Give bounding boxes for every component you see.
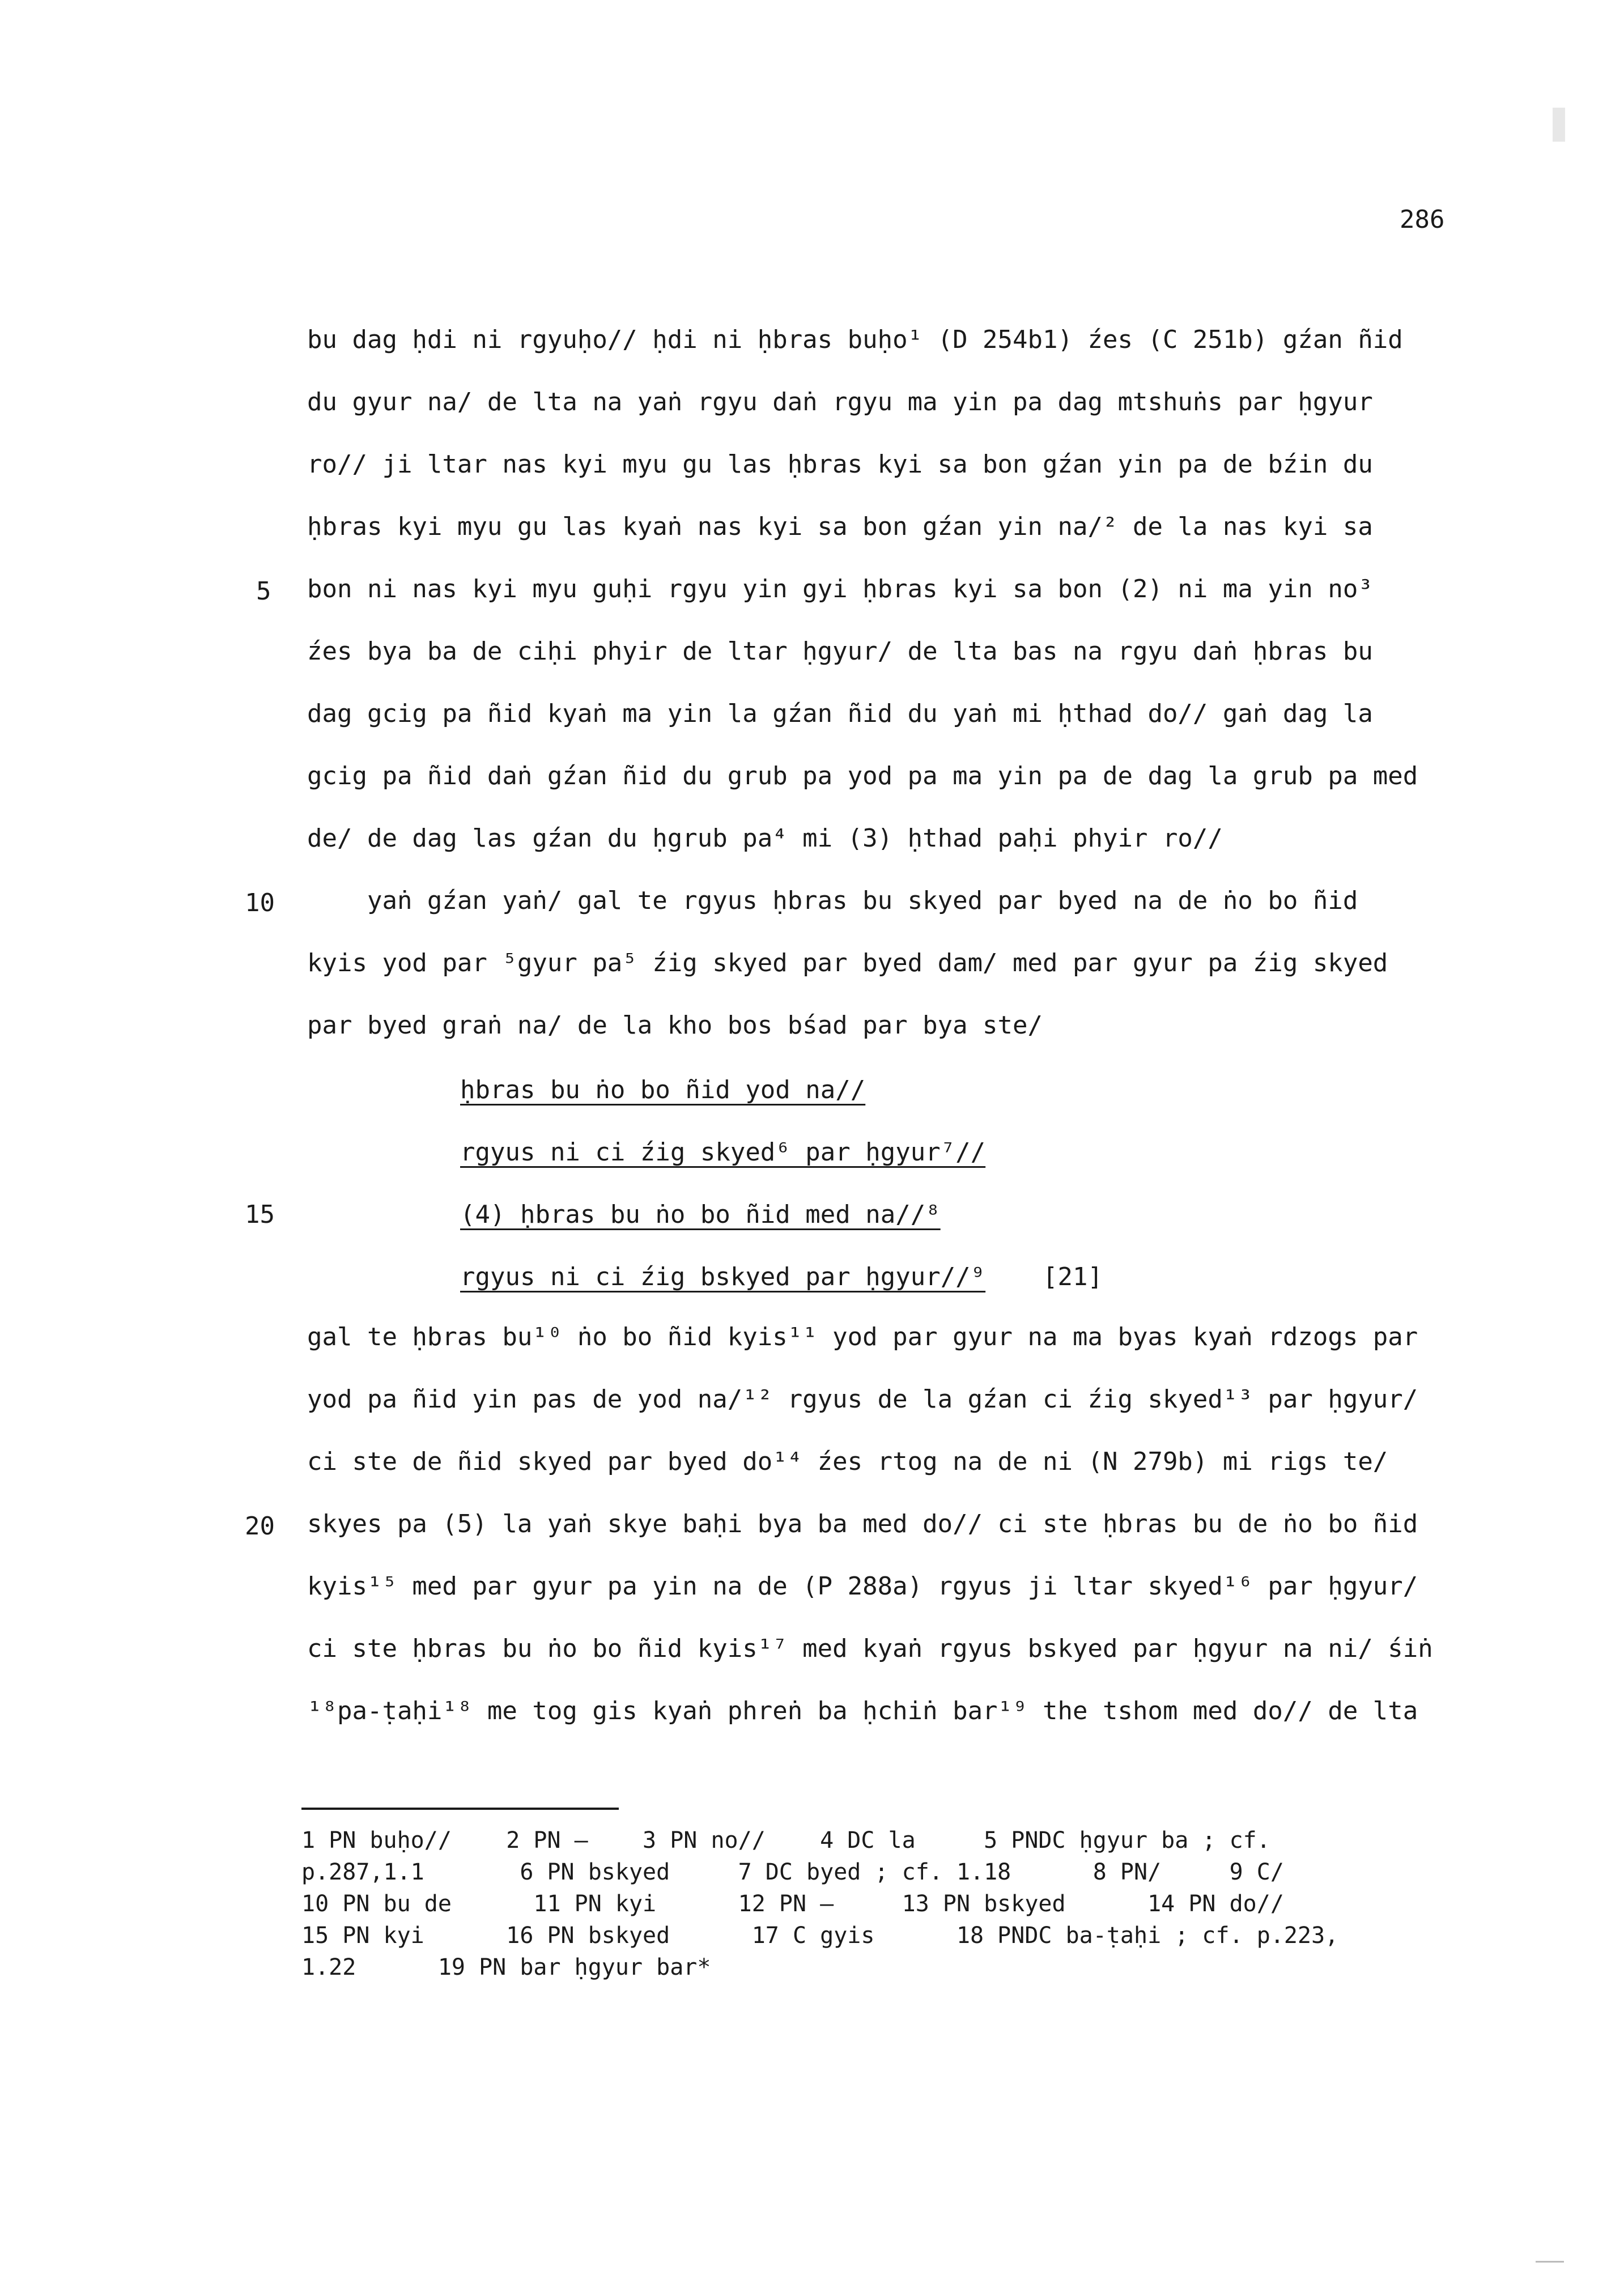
text-line: skyes pa (5) la yaṅ skye baḥi bya ba med do// ci ste ḥbras bu de ṅo bo ñid: [307, 1510, 1418, 1538]
text-line: de/ de dag las gźan du ḥgrub pa⁴ mi (3) ḥthad paḥi phyir ro//: [307, 824, 1223, 853]
footnote-line: 1 PN buḥo// 2 PN — 3 PN no// 4 DC la 5 PNDC ḥgyur ba ; cf.: [301, 1827, 1270, 1853]
text-line: du gyur na/ de lta na yaṅ rgyu daṅ rgyu ma yin pa dag mtshuṅs par ḥgyur: [307, 388, 1373, 416]
verse-reference: [21]: [1043, 1262, 1103, 1291]
line-number: 5: [256, 577, 271, 606]
text-line: par byed graṅ na/ de la kho bos bśad par bya ste/: [307, 1011, 1043, 1040]
text-line: yod pa ñid yin pas de yod na/¹² rgyus de la gźan ci źig skyed¹³ par ḥgyur/: [307, 1385, 1418, 1414]
verse-line: rgyus ni ci źig skyed⁶ par ḥgyur⁷//: [460, 1138, 986, 1167]
scan-speck: [1536, 2261, 1564, 2263]
footnote-line: p.287,1.1 6 PN bskyed 7 DC byed ; cf. 1.18 8 PN/ 9 C/: [301, 1859, 1284, 1885]
line-number: 10: [245, 888, 275, 917]
text-line: kyis yod par ⁵gyur pa⁵ źig skyed par byed dam/ med par gyur pa źig skyed: [307, 949, 1388, 977]
verse-line: ḥbras bu ṅo bo ñid yod na//: [460, 1075, 866, 1104]
text-line: gal te ḥbras bu¹⁰ ṅo bo ñid kyis¹¹ yod par gyur na ma byas kyaṅ rdzogs par: [307, 1323, 1418, 1351]
text-line: ḥbras kyi myu gu las kyaṅ nas kyi sa bon gźan yin na/² de la nas kyi sa: [307, 512, 1373, 541]
text-line: bu dag ḥdi ni rgyuḥo// ḥdi ni ḥbras buḥo¹ (D 254b1) źes (C 251b) gźan ñid: [307, 325, 1403, 354]
footnote-line: 1.22 19 PN bar ḥgyur bar*: [301, 1954, 711, 1980]
page-number: 286: [1400, 205, 1445, 234]
text-line: ro// ji ltar nas kyi myu gu las ḥbras kyi sa bon gźan yin pa de bźin du: [307, 450, 1373, 479]
line-number: 20: [245, 1512, 275, 1541]
footnote-rule: [301, 1808, 619, 1810]
line-number: 15: [245, 1200, 275, 1229]
text-line: gcig pa ñid daṅ gźan ñid du grub pa yod pa ma yin pa de dag la grub pa med: [307, 762, 1418, 790]
scan-speck: [1553, 108, 1565, 142]
text-line: bon ni nas kyi myu guḥi rgyu yin gyi ḥbras kyi sa bon (2) ni ma yin no³: [307, 575, 1373, 603]
footnote-line: 15 PN kyi 16 PN bskyed 17 C gyis 18 PNDC ba-ṭaḥi ; cf. p.223,: [301, 1923, 1339, 1949]
verse-line: (4) ḥbras bu ṅo bo ñid med na//⁸: [460, 1200, 941, 1229]
text-line: ci ste ḥbras bu ṅo bo ñid kyis¹⁷ med kyaṅ rgyus bskyed par ḥgyur na ni/ śiṅ: [307, 1634, 1433, 1663]
footnote-line: 10 PN bu de 11 PN kyi 12 PN — 13 PN bskyed 14 PN do//: [301, 1891, 1284, 1917]
text-line: yaṅ gźan yaṅ/ gal te rgyus ḥbras bu skyed par byed na de ṅo bo ñid: [307, 886, 1358, 915]
text-line: kyis¹⁵ med par gyur pa yin na de (P 288a) rgyus ji ltar skyed¹⁶ par ḥgyur/: [307, 1572, 1418, 1601]
verse-line: rgyus ni ci źig bskyed par ḥgyur//⁹: [460, 1262, 986, 1291]
text-line: ¹⁸pa-ṭaḥi¹⁸ me tog gis kyaṅ phreṅ ba ḥchiṅ bar¹⁹ the tshom med do// de lta: [307, 1697, 1418, 1725]
text-line: źes bya ba de ciḥi phyir de ltar ḥgyur/ de lta bas na rgyu daṅ ḥbras bu: [307, 637, 1373, 666]
text-line: ci ste de ñid skyed par byed do¹⁴ źes rtog na de ni (N 279b) mi rigs te/: [307, 1447, 1388, 1476]
text-line: dag gcig pa ñid kyaṅ ma yin la gźan ñid du yaṅ mi ḥthad do// gaṅ dag la: [307, 699, 1373, 728]
